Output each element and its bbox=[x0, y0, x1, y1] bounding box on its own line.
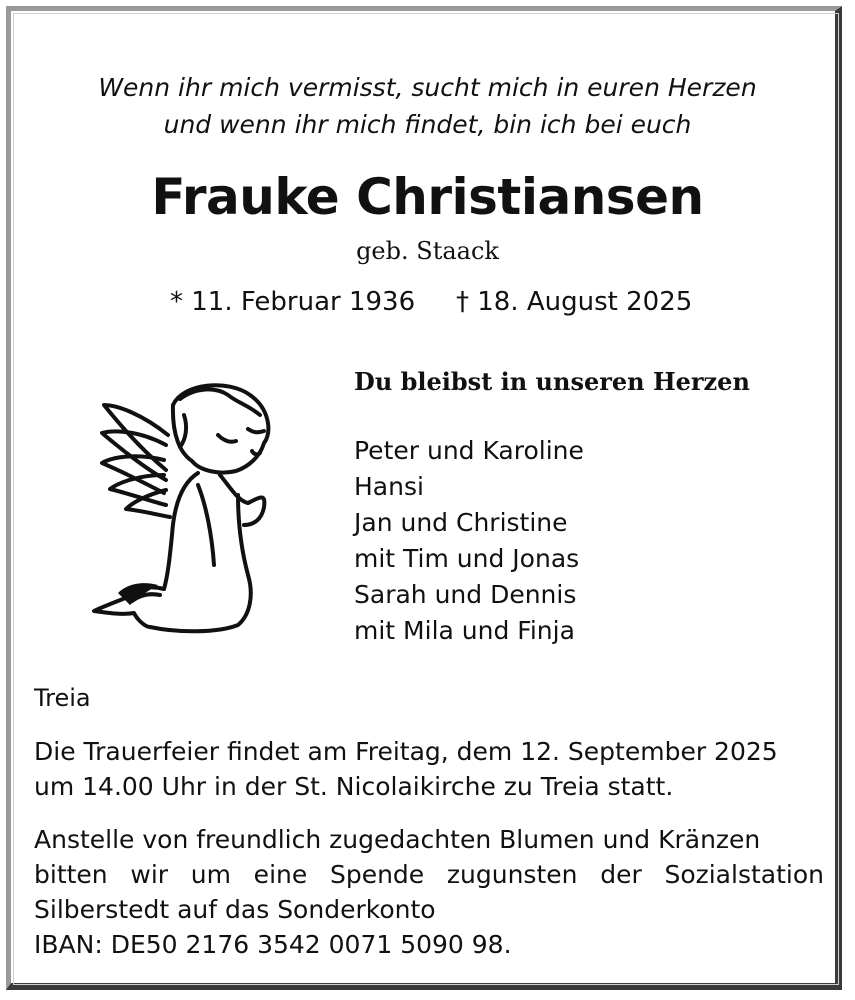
quote-line-2: und wenn ihr mich findet, bin ich bei euch bbox=[163, 110, 692, 139]
mourner-line: Hansi bbox=[354, 472, 424, 501]
death-date: † 18. August 2025 bbox=[456, 287, 693, 317]
farewell-line: Du bleibst in unseren Herzen bbox=[354, 367, 750, 396]
mourner-line: mit Tim und Jonas bbox=[354, 544, 580, 573]
donation-line-2: bitten wir um eine Spende zugunsten der Sozialstation bbox=[34, 860, 824, 889]
mourner-line: Peter und Karoline bbox=[354, 436, 584, 465]
mourner-line: mit Mila und Finja bbox=[354, 616, 575, 645]
service-line-1: Die Trauerfeier findet am Freitag, dem 12. September 2025 bbox=[34, 737, 778, 766]
donation-line-3: Silberstedt auf das Sonderkonto bbox=[34, 895, 436, 924]
donation-line-1: Anstelle von freundlich zugedachten Blumen und Kränzen bbox=[34, 825, 761, 854]
iban-line: IBAN: DE50 2176 3542 0071 5090 98. bbox=[34, 930, 512, 959]
birth-date: * 11. Februar 1936 bbox=[170, 287, 416, 317]
praying-angel-illustration bbox=[88, 375, 278, 645]
mourner-line: Sarah und Dennis bbox=[354, 580, 577, 609]
quote-line-1: Wenn ihr mich vermisst, sucht mich in euren Herzen bbox=[98, 73, 757, 102]
birth-name: geb. Staack bbox=[356, 237, 499, 265]
service-line-2: um 14.00 Uhr in der St. Nicolaikirche zu Treia statt. bbox=[34, 772, 674, 801]
service-info bbox=[34, 734, 824, 804]
place-name: Treia bbox=[34, 684, 91, 712]
donation-info bbox=[34, 822, 824, 962]
deceased-name: Frauke Christiansen bbox=[151, 168, 704, 226]
mourner-line: Jan und Christine bbox=[354, 508, 568, 537]
